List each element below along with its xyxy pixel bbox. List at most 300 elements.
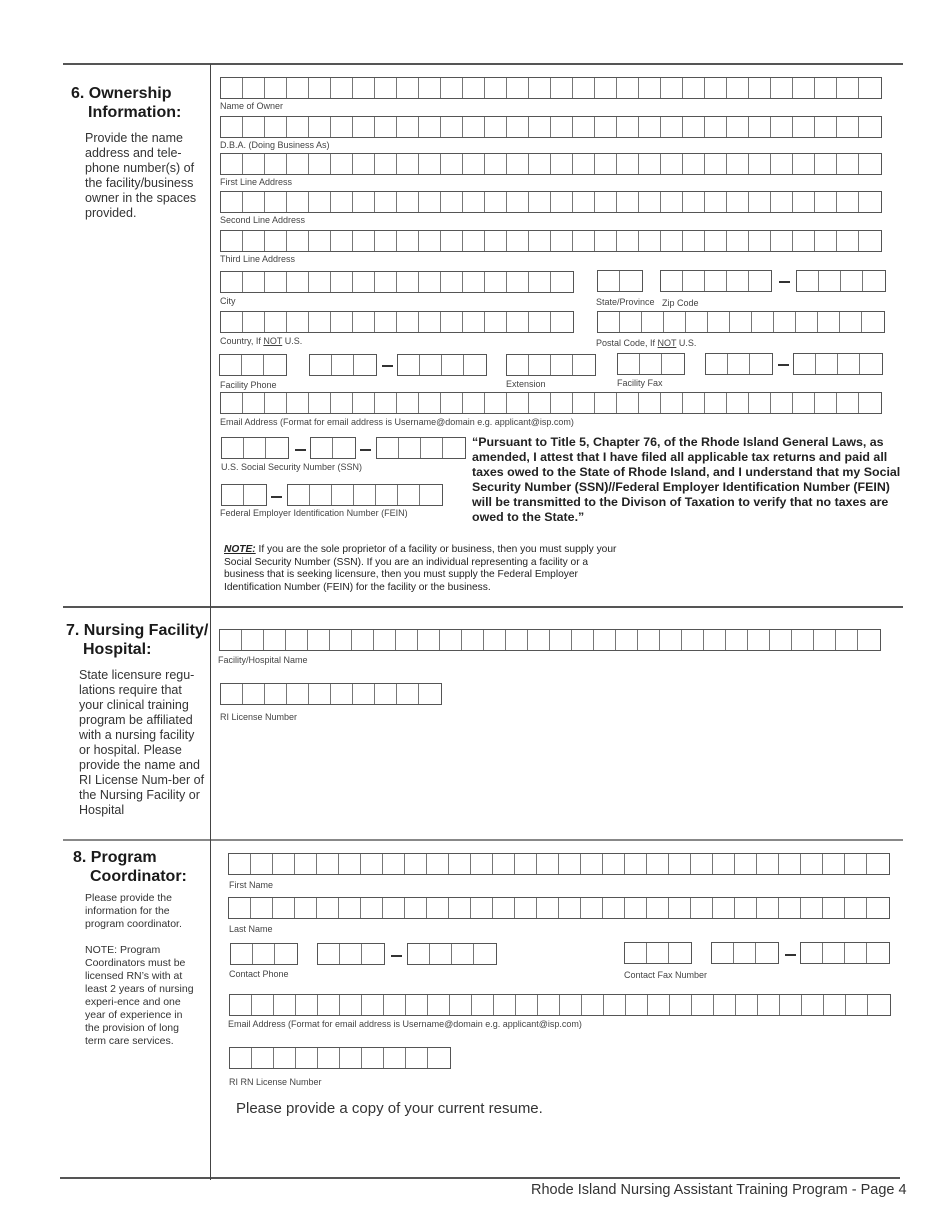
character-box[interactable] <box>273 898 295 918</box>
character-box[interactable] <box>797 271 819 291</box>
character-box[interactable] <box>331 192 353 212</box>
character-box[interactable] <box>598 312 620 332</box>
character-box[interactable] <box>376 485 398 505</box>
character-box[interactable] <box>758 995 780 1015</box>
character-box[interactable] <box>712 943 734 963</box>
character-box[interactable] <box>220 355 242 375</box>
character-box[interactable] <box>287 192 309 212</box>
character-box[interactable] <box>727 117 749 137</box>
character-box[interactable] <box>802 995 824 1015</box>
character-box[interactable] <box>274 995 296 1015</box>
character-box[interactable] <box>242 630 264 650</box>
character-box[interactable] <box>396 630 418 650</box>
character-box[interactable] <box>815 78 837 98</box>
character-box[interactable] <box>406 995 428 1015</box>
character-box[interactable] <box>251 898 273 918</box>
character-box[interactable] <box>735 898 757 918</box>
character-box[interactable] <box>287 154 309 174</box>
character-box[interactable] <box>867 943 889 963</box>
character-box[interactable] <box>639 192 661 212</box>
character-box[interactable] <box>220 630 242 650</box>
character-box[interactable] <box>243 117 265 137</box>
character-box[interactable] <box>441 117 463 137</box>
name-of-owner-field[interactable] <box>220 77 882 99</box>
character-box[interactable] <box>296 1048 318 1068</box>
character-box[interactable] <box>771 154 793 174</box>
character-box[interactable] <box>793 78 815 98</box>
character-box[interactable] <box>859 78 881 98</box>
character-box[interactable] <box>397 78 419 98</box>
character-box[interactable] <box>318 995 340 1015</box>
character-box[interactable] <box>450 995 472 1015</box>
character-box[interactable] <box>616 630 638 650</box>
character-box[interactable] <box>816 354 838 374</box>
character-box[interactable] <box>507 117 529 137</box>
character-box[interactable] <box>339 854 361 874</box>
character-box[interactable] <box>264 355 286 375</box>
character-box[interactable] <box>441 272 463 292</box>
second-line-address-field[interactable] <box>220 191 882 213</box>
character-box[interactable] <box>375 192 397 212</box>
character-box[interactable] <box>485 312 507 332</box>
character-box[interactable] <box>463 312 485 332</box>
character-box[interactable] <box>837 231 859 251</box>
character-box[interactable] <box>318 944 340 964</box>
character-box[interactable] <box>375 78 397 98</box>
character-box[interactable] <box>353 78 375 98</box>
character-box[interactable] <box>639 154 661 174</box>
character-box[interactable] <box>309 684 331 704</box>
character-box[interactable] <box>471 854 493 874</box>
character-box[interactable] <box>221 684 243 704</box>
character-box[interactable] <box>397 393 419 413</box>
character-box[interactable] <box>222 438 244 458</box>
character-box[interactable] <box>427 898 449 918</box>
character-box[interactable] <box>686 312 708 332</box>
character-box[interactable] <box>858 630 880 650</box>
character-box[interactable] <box>428 995 450 1015</box>
character-box[interactable] <box>683 192 705 212</box>
character-box[interactable] <box>361 898 383 918</box>
character-box[interactable] <box>405 854 427 874</box>
character-box[interactable] <box>266 438 288 458</box>
country-field[interactable] <box>220 311 574 333</box>
character-box[interactable] <box>779 898 801 918</box>
character-box[interactable] <box>507 312 529 332</box>
character-box[interactable] <box>647 854 669 874</box>
character-box[interactable] <box>463 117 485 137</box>
character-box[interactable] <box>639 393 661 413</box>
fein-part1[interactable] <box>221 484 267 506</box>
character-box[interactable] <box>443 438 465 458</box>
character-box[interactable] <box>331 78 353 98</box>
character-box[interactable] <box>837 117 859 137</box>
character-box[interactable] <box>595 192 617 212</box>
character-box[interactable] <box>484 630 506 650</box>
character-box[interactable] <box>708 312 730 332</box>
character-box[interactable] <box>868 995 890 1015</box>
character-box[interactable] <box>537 898 559 918</box>
character-box[interactable] <box>815 154 837 174</box>
character-box[interactable] <box>819 271 841 291</box>
character-box[interactable] <box>331 231 353 251</box>
character-box[interactable] <box>661 154 683 174</box>
character-box[interactable] <box>551 355 573 375</box>
character-box[interactable] <box>604 995 626 1015</box>
character-box[interactable] <box>683 117 705 137</box>
character-box[interactable] <box>815 231 837 251</box>
character-box[interactable] <box>375 231 397 251</box>
character-box[interactable] <box>311 438 333 458</box>
character-box[interactable] <box>727 231 749 251</box>
character-box[interactable] <box>361 854 383 874</box>
character-box[interactable] <box>317 854 339 874</box>
character-box[interactable] <box>353 192 375 212</box>
character-box[interactable] <box>485 393 507 413</box>
character-box[interactable] <box>507 192 529 212</box>
character-box[interactable] <box>529 272 551 292</box>
character-box[interactable] <box>354 355 376 375</box>
character-box[interactable] <box>664 312 686 332</box>
character-box[interactable] <box>383 854 405 874</box>
character-box[interactable] <box>625 898 647 918</box>
character-box[interactable] <box>559 898 581 918</box>
character-box[interactable] <box>594 630 616 650</box>
character-box[interactable] <box>427 854 449 874</box>
character-box[interactable] <box>339 898 361 918</box>
character-box[interactable] <box>705 393 727 413</box>
character-box[interactable] <box>683 393 705 413</box>
character-box[interactable] <box>362 1048 384 1068</box>
character-box[interactable] <box>375 154 397 174</box>
character-box[interactable] <box>669 898 691 918</box>
character-box[interactable] <box>573 154 595 174</box>
character-box[interactable] <box>551 231 573 251</box>
character-box[interactable] <box>419 117 441 137</box>
character-box[interactable] <box>375 684 397 704</box>
character-box[interactable] <box>551 154 573 174</box>
character-box[interactable] <box>333 438 355 458</box>
character-box[interactable] <box>485 231 507 251</box>
character-box[interactable] <box>625 854 647 874</box>
character-box[interactable] <box>353 393 375 413</box>
character-box[interactable] <box>309 78 331 98</box>
character-box[interactable] <box>265 154 287 174</box>
character-box[interactable] <box>331 272 353 292</box>
character-box[interactable] <box>859 192 881 212</box>
character-box[interactable] <box>352 630 374 650</box>
character-box[interactable] <box>639 117 661 137</box>
character-box[interactable] <box>779 854 801 874</box>
character-box[interactable] <box>463 192 485 212</box>
character-box[interactable] <box>331 312 353 332</box>
character-box[interactable] <box>814 630 836 650</box>
character-box[interactable] <box>661 231 683 251</box>
character-box[interactable] <box>661 117 683 137</box>
character-box[interactable] <box>796 312 818 332</box>
facility-phone-area-code[interactable] <box>219 354 287 376</box>
character-box[interactable] <box>801 943 823 963</box>
character-box[interactable] <box>551 117 573 137</box>
character-box[interactable] <box>332 355 354 375</box>
contact-phone-prefix[interactable] <box>317 943 385 965</box>
character-box[interactable] <box>647 898 669 918</box>
character-box[interactable] <box>573 117 595 137</box>
character-box[interactable] <box>573 393 595 413</box>
character-box[interactable] <box>771 117 793 137</box>
character-box[interactable] <box>705 78 727 98</box>
character-box[interactable] <box>397 684 419 704</box>
coordinator-last-name-field[interactable] <box>228 897 890 919</box>
character-box[interactable] <box>824 995 846 1015</box>
character-box[interactable] <box>582 995 604 1015</box>
character-box[interactable] <box>550 630 572 650</box>
character-box[interactable] <box>331 393 353 413</box>
character-box[interactable] <box>265 312 287 332</box>
character-box[interactable] <box>221 154 243 174</box>
character-box[interactable] <box>617 154 639 174</box>
character-box[interactable] <box>419 272 441 292</box>
character-box[interactable] <box>353 231 375 251</box>
character-box[interactable] <box>441 231 463 251</box>
character-box[interactable] <box>529 355 551 375</box>
character-box[interactable] <box>309 272 331 292</box>
character-box[interactable] <box>243 154 265 174</box>
character-box[interactable] <box>463 393 485 413</box>
character-box[interactable] <box>771 192 793 212</box>
ssn-part2[interactable] <box>310 437 356 459</box>
character-box[interactable] <box>669 943 691 963</box>
character-box[interactable] <box>265 78 287 98</box>
character-box[interactable] <box>229 898 251 918</box>
character-box[interactable] <box>485 154 507 174</box>
character-box[interactable] <box>551 393 573 413</box>
character-box[interactable] <box>485 272 507 292</box>
character-box[interactable] <box>244 485 266 505</box>
character-box[interactable] <box>430 944 452 964</box>
character-box[interactable] <box>397 154 419 174</box>
character-box[interactable] <box>419 684 441 704</box>
facility-fax-prefix[interactable] <box>705 353 773 375</box>
zip-code-field[interactable] <box>660 270 772 292</box>
character-box[interactable] <box>472 995 494 1015</box>
character-box[interactable] <box>493 854 515 874</box>
character-box[interactable] <box>793 393 815 413</box>
character-box[interactable] <box>308 630 330 650</box>
character-box[interactable] <box>617 231 639 251</box>
character-box[interactable] <box>573 231 595 251</box>
character-box[interactable] <box>287 393 309 413</box>
character-box[interactable] <box>274 1048 296 1068</box>
character-box[interactable] <box>529 192 551 212</box>
character-box[interactable] <box>661 271 683 291</box>
character-box[interactable] <box>397 192 419 212</box>
character-box[interactable] <box>221 192 243 212</box>
character-box[interactable] <box>838 354 860 374</box>
contact-fax-line[interactable] <box>800 942 890 964</box>
character-box[interactable] <box>493 898 515 918</box>
character-box[interactable] <box>837 192 859 212</box>
character-box[interactable] <box>506 630 528 650</box>
character-box[interactable] <box>683 231 705 251</box>
fein-part2[interactable] <box>287 484 443 506</box>
character-box[interactable] <box>598 271 620 291</box>
character-box[interactable] <box>774 312 796 332</box>
character-box[interactable] <box>309 231 331 251</box>
character-box[interactable] <box>625 943 647 963</box>
character-box[interactable] <box>449 898 471 918</box>
character-box[interactable] <box>752 312 774 332</box>
character-box[interactable] <box>421 438 443 458</box>
character-box[interactable] <box>683 271 705 291</box>
character-box[interactable] <box>471 898 493 918</box>
character-box[interactable] <box>617 117 639 137</box>
character-box[interactable] <box>660 630 682 650</box>
character-box[interactable] <box>221 231 243 251</box>
character-box[interactable] <box>253 944 275 964</box>
character-box[interactable] <box>639 231 661 251</box>
character-box[interactable] <box>639 78 661 98</box>
character-box[interactable] <box>705 192 727 212</box>
character-box[interactable] <box>353 154 375 174</box>
character-box[interactable] <box>551 272 573 292</box>
character-box[interactable] <box>507 355 529 375</box>
character-box[interactable] <box>340 1048 362 1068</box>
character-box[interactable] <box>529 117 551 137</box>
character-box[interactable] <box>573 192 595 212</box>
facility-phone-prefix[interactable] <box>309 354 377 376</box>
character-box[interactable] <box>287 117 309 137</box>
character-box[interactable] <box>749 231 771 251</box>
character-box[interactable] <box>736 995 758 1015</box>
character-box[interactable] <box>859 393 881 413</box>
character-box[interactable] <box>683 78 705 98</box>
character-box[interactable] <box>529 231 551 251</box>
character-box[interactable] <box>551 192 573 212</box>
ssn-part1[interactable] <box>221 437 289 459</box>
first-line-address-field[interactable] <box>220 153 882 175</box>
character-box[interactable] <box>331 154 353 174</box>
character-box[interactable] <box>309 117 331 137</box>
character-box[interactable] <box>837 78 859 98</box>
character-box[interactable] <box>375 272 397 292</box>
character-box[interactable] <box>863 271 885 291</box>
character-box[interactable] <box>463 154 485 174</box>
character-box[interactable] <box>243 312 265 332</box>
character-box[interactable] <box>251 854 273 874</box>
character-box[interactable] <box>529 154 551 174</box>
character-box[interactable] <box>221 78 243 98</box>
character-box[interactable] <box>793 154 815 174</box>
character-box[interactable] <box>626 995 648 1015</box>
character-box[interactable] <box>661 192 683 212</box>
character-box[interactable] <box>309 393 331 413</box>
character-box[interactable] <box>419 154 441 174</box>
character-box[interactable] <box>485 117 507 137</box>
character-box[interactable] <box>661 393 683 413</box>
character-box[interactable] <box>507 272 529 292</box>
ssn-part3[interactable] <box>376 437 466 459</box>
character-box[interactable] <box>507 154 529 174</box>
character-box[interactable] <box>229 854 251 874</box>
character-box[interactable] <box>845 943 867 963</box>
character-box[interactable] <box>243 78 265 98</box>
character-box[interactable] <box>705 231 727 251</box>
character-box[interactable] <box>648 995 670 1015</box>
dba-field[interactable] <box>220 116 882 138</box>
character-box[interactable] <box>485 192 507 212</box>
character-box[interactable] <box>310 355 332 375</box>
character-box[interactable] <box>309 312 331 332</box>
character-box[interactable] <box>862 312 884 332</box>
character-box[interactable] <box>573 355 595 375</box>
character-box[interactable] <box>362 944 384 964</box>
character-box[interactable] <box>748 630 770 650</box>
character-box[interactable] <box>683 154 705 174</box>
character-box[interactable] <box>815 192 837 212</box>
character-box[interactable] <box>515 898 537 918</box>
character-box[interactable] <box>287 78 309 98</box>
character-box[interactable] <box>815 117 837 137</box>
character-box[interactable] <box>859 154 881 174</box>
character-box[interactable] <box>727 393 749 413</box>
character-box[interactable] <box>836 630 858 650</box>
character-box[interactable] <box>252 1048 274 1068</box>
character-box[interactable] <box>845 854 867 874</box>
character-box[interactable] <box>837 393 859 413</box>
character-box[interactable] <box>595 154 617 174</box>
character-box[interactable] <box>340 944 362 964</box>
facility-fax-area-code[interactable] <box>617 353 685 375</box>
character-box[interactable] <box>353 272 375 292</box>
ri-license-number-field[interactable] <box>220 683 442 705</box>
character-box[interactable] <box>273 854 295 874</box>
character-box[interactable] <box>770 630 792 650</box>
character-box[interactable] <box>572 630 594 650</box>
character-box[interactable] <box>794 354 816 374</box>
character-box[interactable] <box>408 944 430 964</box>
character-box[interactable] <box>692 995 714 1015</box>
character-box[interactable] <box>581 898 603 918</box>
character-box[interactable] <box>792 630 814 650</box>
character-box[interactable] <box>287 231 309 251</box>
character-box[interactable] <box>728 354 750 374</box>
character-box[interactable] <box>749 271 771 291</box>
character-box[interactable] <box>818 312 840 332</box>
facility-hospital-name-field[interactable] <box>219 629 881 651</box>
character-box[interactable] <box>757 898 779 918</box>
character-box[interactable] <box>397 312 419 332</box>
character-box[interactable] <box>406 1048 428 1068</box>
character-box[interactable] <box>405 898 427 918</box>
character-box[interactable] <box>642 312 664 332</box>
character-box[interactable] <box>617 192 639 212</box>
character-box[interactable] <box>734 943 756 963</box>
character-box[interactable] <box>860 354 882 374</box>
character-box[interactable] <box>463 272 485 292</box>
character-box[interactable] <box>793 117 815 137</box>
character-box[interactable] <box>727 154 749 174</box>
character-box[interactable] <box>730 312 752 332</box>
character-box[interactable] <box>691 854 713 874</box>
character-box[interactable] <box>771 393 793 413</box>
character-box[interactable] <box>538 995 560 1015</box>
postal-code-field[interactable] <box>597 311 885 333</box>
character-box[interactable] <box>317 898 339 918</box>
character-box[interactable] <box>419 231 441 251</box>
character-box[interactable] <box>221 393 243 413</box>
character-box[interactable] <box>384 995 406 1015</box>
